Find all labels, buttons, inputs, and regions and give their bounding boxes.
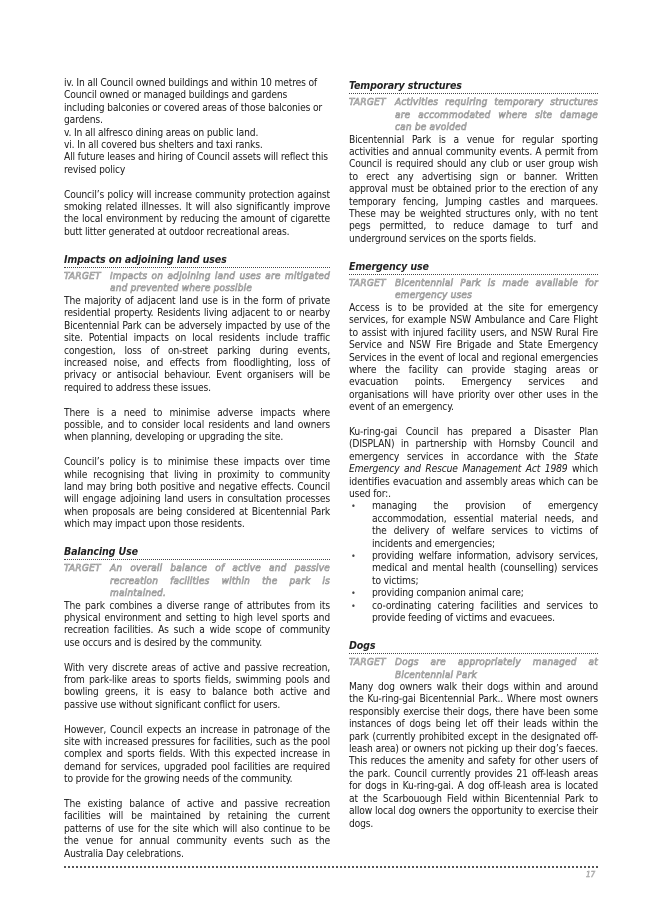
target-text: Activities requiring temporary structures are accommodated where site damage can be avoided [395, 97, 598, 134]
target-label: TARGET [349, 97, 386, 109]
displan-paragraph [349, 427, 598, 501]
body-paragraph: The existing balance of active and passive recreation facilities will be maintained by retaining the current patterns of use for the site which will also continue to be the venue for annual community events such as the Australia Day celebrations. [64, 799, 330, 860]
intro-line: iv. In all Council owned buildings and within 10 metres of Council owned or managed buildings and gardens including balconies or covered areas of those balconies or gardens. [64, 78, 323, 127]
bullet-list [349, 501, 598, 625]
intro-line: All future leases and hiring of Council assets will reflect this revised policy [64, 152, 328, 176]
list-item: • managing the provision of emergency accommodation, essential material needs, and the delivery of welfare services to victims of incidents and emergencies; [349, 501, 598, 551]
target-statement [64, 563, 330, 600]
section-adjoining-land-uses [64, 254, 330, 532]
footer-divider [64, 866, 598, 868]
target-text: Bicentennial Park is made available for emergency uses [395, 278, 598, 302]
target-text: Dogs are appropriately managed at Bicentennial Park [395, 657, 598, 681]
body-paragraph: Council’s policy is to minimise these impacts over time while recognising that living in proximity to community land may bring both positive and negative effects. Council will engage adjoining land users in consultation processes when proposals are being considered at Bicentennial Park which may impact upon those residents. [64, 457, 330, 531]
list-item: • co-ordinating catering facilities and services to provide feeding of victims and evacuees. [349, 601, 598, 626]
target-text: Impacts on adjoining land uses are mitigated and prevented where possible [110, 271, 330, 295]
left-column [64, 78, 330, 861]
body-paragraph: Access is to be provided at the site for emergency services, for example NSW Ambulance and Care Flight to assist with injured facility users, and NSW Rural Fire Service and NSW Fire Brigade and State Emergency Services in the event of local and regional emergencies where the facility can provide staging areas or evacuation points. Emergency services and organisations will have priority over other uses in the event of an emergency. [349, 302, 598, 414]
intro-line: vi. In all covered bus shelters and taxi ranks. [64, 140, 263, 152]
displan-text: Ku-ring-gai Council has prepared a Disaster Plan (DISPLAN) in partnership with Hornsby Council and emergency services in accordance with the [349, 426, 598, 463]
body-paragraph: Many dog owners walk their dogs within and around the Ku-ring-gai Bicentennial Park.. Where most owners responsibly exercise their dogs, there have been some instances of dogs being let off their leads within the park (currently prohibited except in the designated off-leash area) or owners not picking up their dog’s faeces. This reduces the amenity and safety for other users of the park. Council currently provides 21 off-leash areas for dogs in Ku-ring-gai. A dog off-leash area is located at the Scarbouough Field within Bicentennial Park to allow local dog owners the opportunity to exercise their dogs. [349, 682, 598, 830]
section-dogs [349, 640, 598, 831]
target-statement [64, 271, 330, 296]
body-paragraph: The park combines a diverse range of attributes from its physical environment and setting to high level sports and recreation facilities. As such a wide scope of community use occurs and is desired by the community. [64, 600, 330, 649]
target-statement [349, 278, 598, 303]
section-heading: Impacts on adjoining land uses [64, 254, 330, 268]
intro-line: v. In all alfresco dining areas on public land. [64, 127, 259, 139]
section-balancing-use [64, 546, 330, 861]
target-statement [349, 657, 598, 682]
section-emergency-use [349, 261, 598, 626]
page-number: 17 [586, 870, 596, 879]
target-statement [349, 97, 598, 134]
body-paragraph: However, Council expects an increase in patronage of the site with increased pressures for facilities, such as the pool complex and sports fields. With this expected increase in demand for services, upgraded pool facilities are required to provide for the growing needs of the community. [64, 724, 330, 786]
body-paragraph: There is a need to minimise adverse impacts where possible, and to consider local residents and land owners when planning, developing or upgrading the site. [64, 407, 330, 444]
section-heading: Balancing Use [64, 546, 330, 560]
target-label: TARGET [64, 563, 101, 575]
target-label: TARGET [64, 271, 101, 283]
section-heading: Temporary structures [349, 80, 598, 94]
body-paragraph: With very discrete areas of active and passive recreation, from park-like areas to sports fields, swimming pools and bowling greens, it is easy to balance both active and passive use without significant conflict for users. [64, 662, 330, 711]
target-text: An overall balance of active and passive recreation facilities within the park is maintained. [110, 563, 330, 600]
smoking-policy-paragraph: Council’s policy will increase community protection against smoking related illnesses. It will also significantly improve the local environment by reducing the amount of cigarette butt litter generated at outdoor recreational areas. [64, 189, 330, 238]
target-label: TARGET [349, 657, 386, 669]
displan-text: which identifies evacuation and assembly areas which can be used for:. [349, 464, 599, 500]
target-label: TARGET [349, 278, 386, 290]
body-paragraph: The majority of adjacent land use is in the form of private residential property. Residents living adjacent to or nearby Bicentennial Park can be adversely impacted by use of the site. Potential impacts on local residents include traffic congestion, loss of on-street parking during events, increased noise, and effects from floodlighting, loss of privacy or antisocial behaviour. Event organisers will be required to address these issues. [64, 295, 330, 394]
section-heading: Dogs [349, 640, 598, 654]
list-item: • providing companion animal care; [349, 588, 598, 600]
section-heading: Emergency use [349, 261, 598, 275]
act-title: State Emergency and Rescue Management Act 1989 [349, 451, 598, 476]
section-temporary-structures [349, 80, 598, 246]
right-column [349, 78, 598, 831]
body-paragraph: Bicentennial Park is a venue for regular sporting activities and annual community events. A permit from Council is required should any club or user group wish to erect any advertising sign or banner. Written approval must be obtained prior to the erection of any temporary fencing, Jumping castles and marquees. These may be weighted structures only, with no tent pegs permitted, to reduce damage to turf and underground services on the sports fields. [349, 134, 598, 245]
list-item: • providing welfare information, advisory services, medical and mental health (counselling) services to victims; [349, 551, 598, 588]
